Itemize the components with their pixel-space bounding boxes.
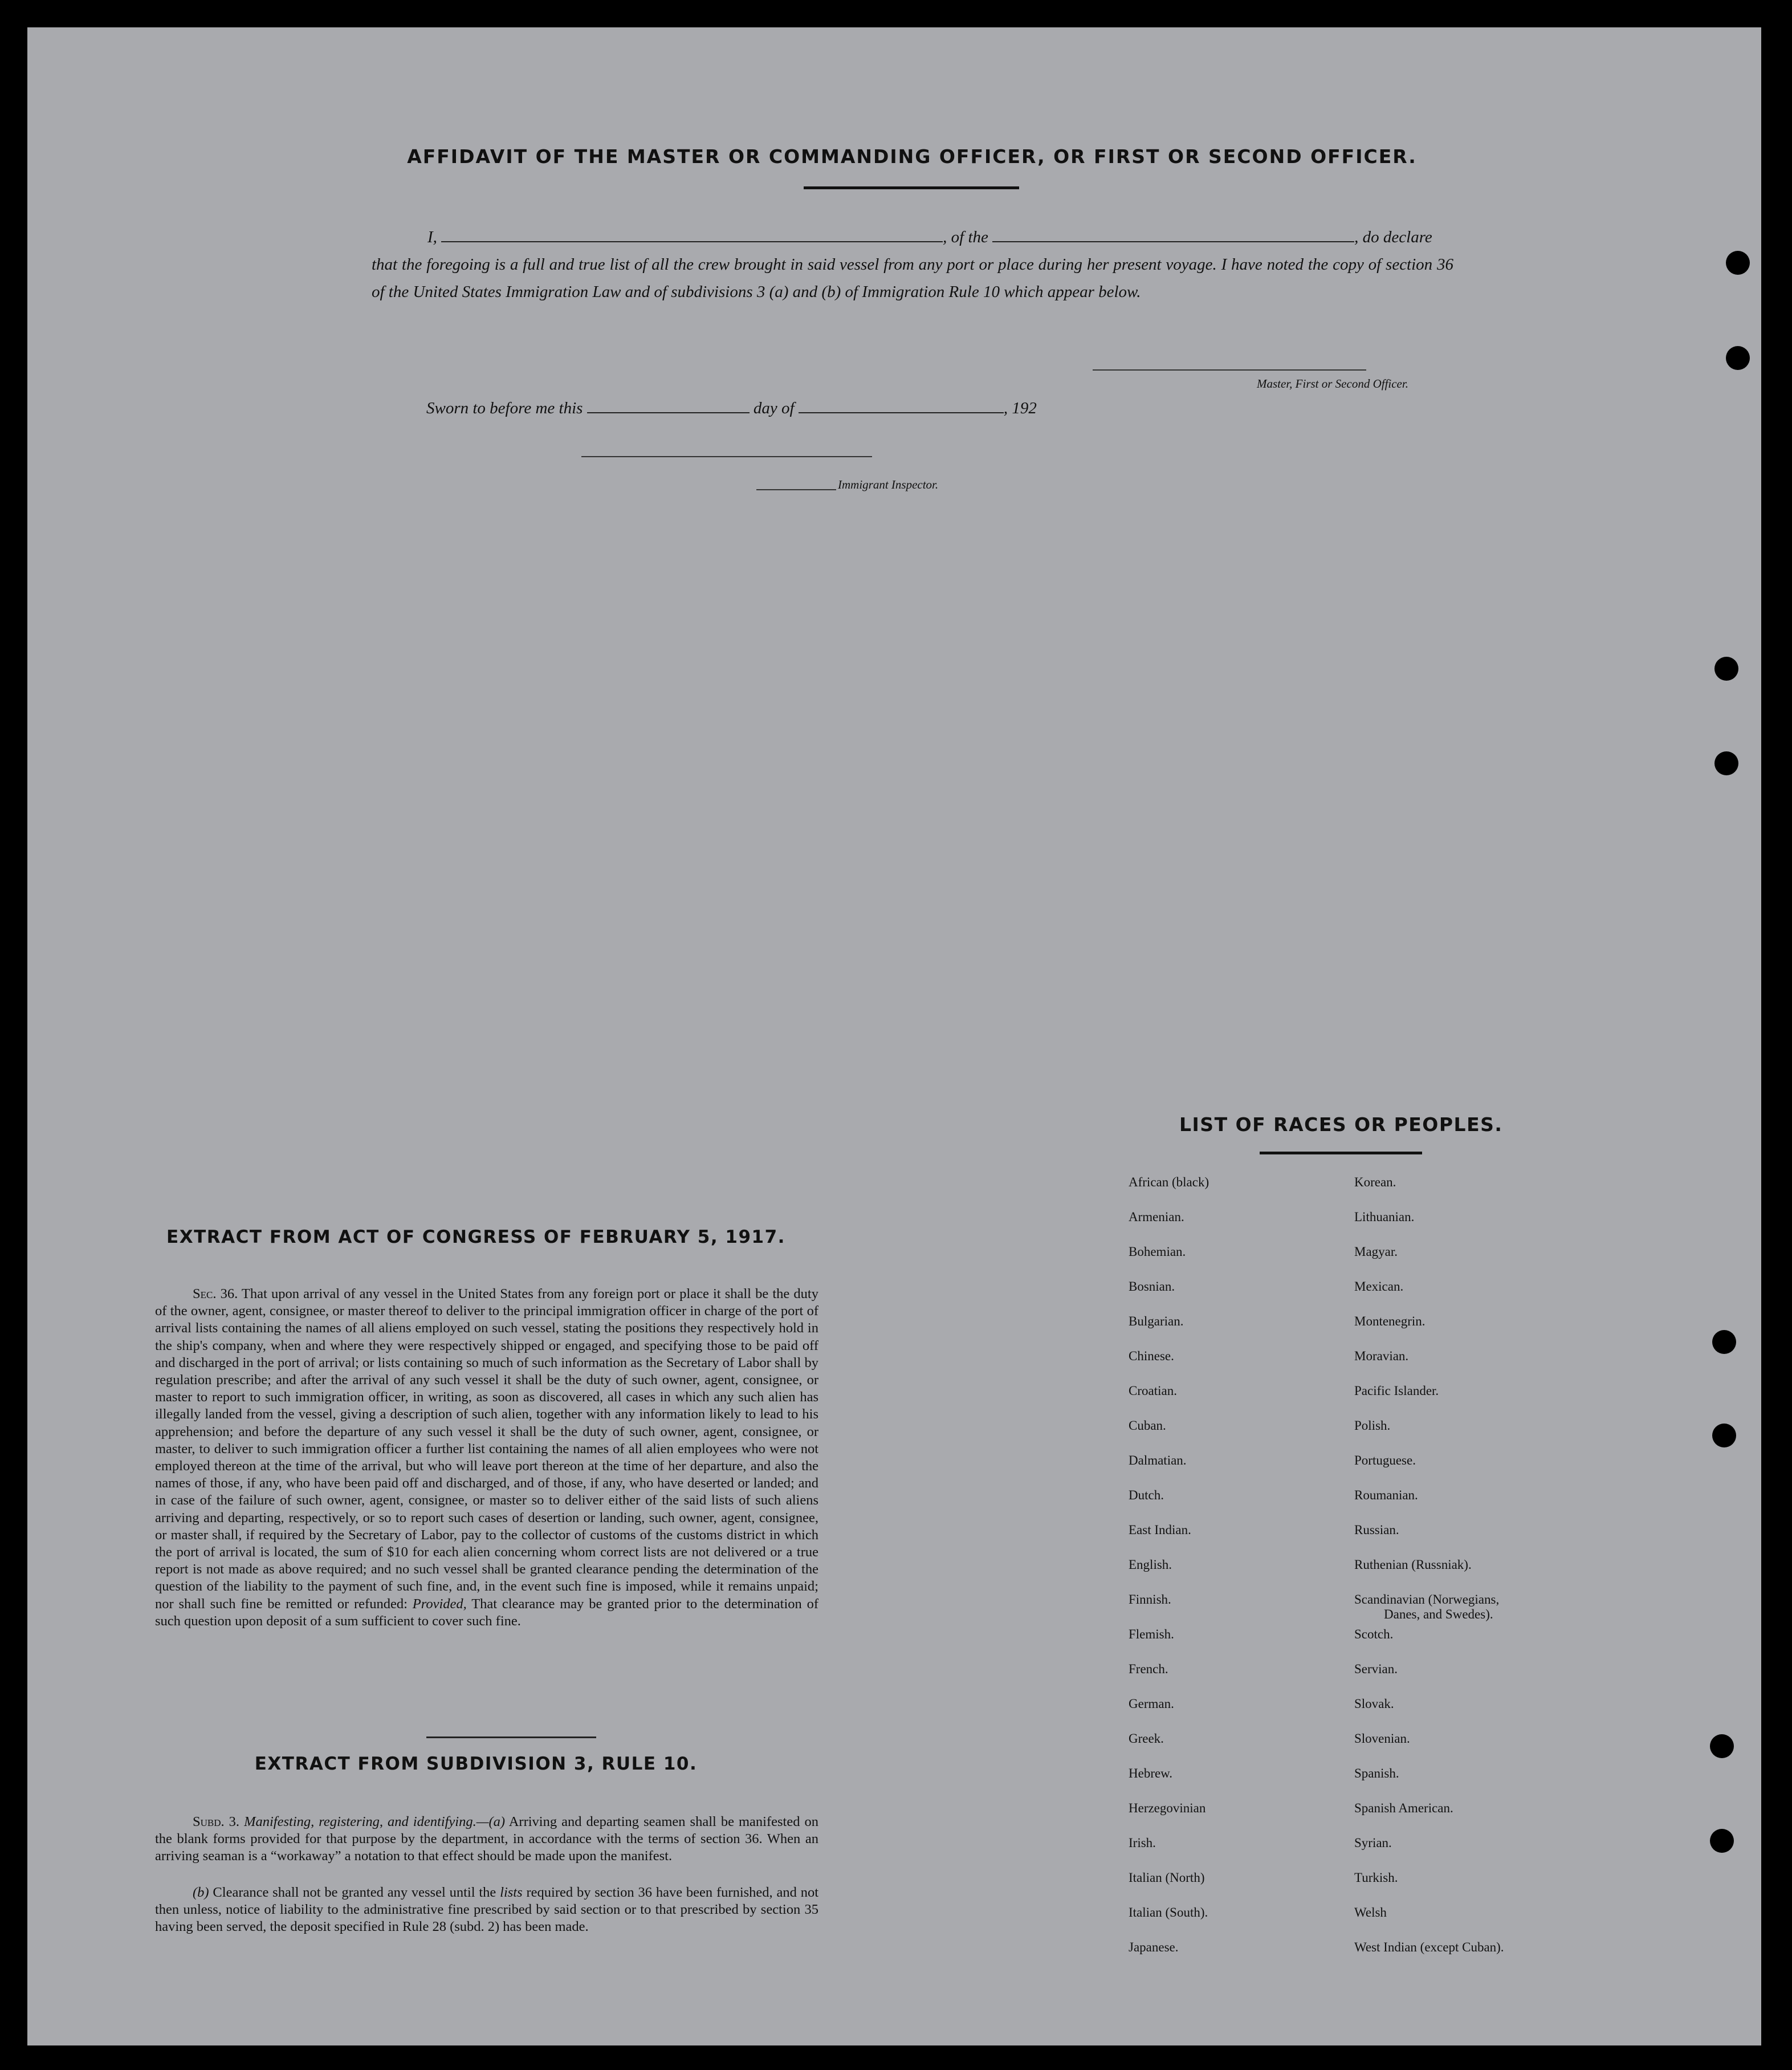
sec-text: That upon arrival of any vessel in the United States from any foreign port or place it shall be the duty of the owner, agent, consignee, or master thereof to deliver to the principal immigration officer in charge of the port of arrival lists containing the names of all aliens employed on such vessel, stating the positions they respectively hold in the ship's company, when and where they were respectively shipped or engaged, and specifying those to be paid off and discharged in the port of arrival; or lists containing so much of such information as the Secretary of Labor shall by regulation prescribe; and after the arrival of any such vessel it shall be the duty of such owner, agent, consignee, or master to report to such immigration officer, in writing, as soon as discovered, all cases in which any such alien has illegally landed from the vessel, giving a description of such alien, together with any information likely to lead to his apprehension; and before the departure of any such vessel it shall be the duty of such owner, agent, consignee, or master, to deliver to such immigration officer a further list containing the names of all alien employees who were not employed thereon at the time of the arrival, but who will leave port thereon at the time of her departure, and also the names of those, if any, who have been paid off and discharged, and of those, if any, who have deserted or landed; and in case of the failure of such owner, agent, consignee, or master so to deliver either of the said lists of such aliens arriving and departing, respectively, or so to report such cases of desertion or landing, such owner, agent, consignee, or master shall, if required by the Secretary of Labor, pay to the collector of customs of the customs district in which the port of arrival is located, the sum of $10 for each alien concerning whom correct lists are not delivered or a true report is not made as above required; and no such vessel shall be granted clearance pending the determination of the question of the liability to the payment of such fine, and, in the event such fine is imposed, while it remains unpaid; nor shall such fine be remitted or refunded: (155, 1286, 818, 1612)
race-item: Moravian. (1354, 1349, 1409, 1363)
race-item: Ruthenian (Russniak). (1354, 1557, 1472, 1572)
race-item: Spanish. (1354, 1766, 1399, 1780)
race-item: Roumanian. (1354, 1488, 1418, 1502)
affidavit-title: AFFIDAVIT OF THE MASTER OR COMMANDING OFFICER, OR FIRST OR SECOND OFFICER. (407, 145, 1417, 168)
inspector-label: Immigrant Inspector. (838, 478, 939, 491)
race-item: Mexican. (1354, 1279, 1404, 1294)
section-divider (426, 1736, 596, 1738)
subd-label: Subd. 3. (193, 1814, 240, 1829)
act-extract-text (155, 1286, 818, 1630)
race-item: German. (1129, 1697, 1174, 1711)
race-item: Hebrew. (1129, 1766, 1173, 1780)
punch-hole (1710, 1829, 1734, 1853)
provided-word: Provided, (412, 1596, 467, 1612)
race-item: Portuguese. (1354, 1453, 1416, 1467)
race-item: Cuban. (1129, 1418, 1166, 1433)
master-signature-line[interactable] (1093, 369, 1366, 371)
race-item: Syrian. (1354, 1836, 1392, 1850)
race-item: Servian. (1354, 1662, 1398, 1676)
race-item-continuation: Danes, and Swedes). (1384, 1607, 1493, 1621)
sworn-text: Sworn to before me this (426, 399, 583, 417)
race-item: West Indian (except Cuban). (1354, 1940, 1504, 1954)
race-item: Lithuanian. (1354, 1210, 1415, 1224)
subd-heading: Manifesting, registering, and identifying.—(a) (244, 1814, 506, 1829)
races-title: LIST OF RACES OR PEOPLES. (1179, 1113, 1503, 1136)
sec-label: Sec. 36. (193, 1286, 238, 1302)
race-item: Bulgarian. (1129, 1314, 1184, 1328)
race-item: Magyar. (1354, 1245, 1398, 1259)
race-item: Spanish American. (1354, 1801, 1453, 1815)
day-of-text: day of (753, 399, 795, 417)
rule-para-b (155, 1884, 818, 1936)
punch-hole (1726, 346, 1750, 370)
race-item: Scandinavian (Norwegians, (1354, 1592, 1500, 1607)
race-item: Italian (North) (1129, 1870, 1205, 1885)
race-item: Dutch. (1129, 1488, 1164, 1502)
vessel-blank[interactable] (992, 229, 1354, 242)
para-b-text2: required by section 36 have been furnished, and not then unless, notice of liability to the administrative fine prescribed by said section or to that prescribed by section 35 having been served, the deposit specified in Rule 28 (subd. 2) has been made. (155, 1885, 819, 1935)
affidavit-i: I, (427, 228, 437, 246)
rule-extract-title: EXTRACT FROM SUBDIVISION 3, RULE 10. (254, 1754, 698, 1774)
inspector-signature-line[interactable] (581, 456, 872, 457)
punch-hole (1712, 1424, 1736, 1447)
sworn-line (426, 395, 1167, 422)
race-item: Polish. (1354, 1418, 1391, 1433)
race-item: Korean. (1354, 1175, 1396, 1189)
race-item: Pacific Islander. (1354, 1384, 1439, 1398)
affidavit-line1 (427, 223, 1453, 251)
race-item: Greek. (1129, 1731, 1164, 1746)
punch-hole (1710, 1734, 1734, 1758)
race-item: Croatian. (1129, 1384, 1177, 1398)
punch-hole (1714, 751, 1738, 775)
b-label: (b) (193, 1885, 209, 1900)
para-b-lists: lists (500, 1885, 523, 1900)
name-blank[interactable] (441, 229, 943, 242)
race-item: Flemish. (1129, 1627, 1174, 1641)
race-item: Turkish. (1354, 1870, 1398, 1885)
race-item: Herzegovinian (1129, 1801, 1206, 1815)
rule-para-a (155, 1813, 818, 1865)
affidavit-declare: , do declare (1354, 228, 1432, 246)
para-a-text: Arriving and departing seamen shall be manifested on the blank forms provided for that purpose by the department, in accordance with the terms of section 36. When an arriving seaman is a “workaway” a notation to that effect should be made upon the manifest. (155, 1814, 818, 1864)
inspector-short-line (756, 489, 836, 490)
race-item: Dalmatian. (1129, 1453, 1187, 1467)
race-item: English. (1129, 1557, 1172, 1572)
sec-text-end: That clearance may be granted prior to the determination of such question upon deposit of a sum sufficient to cover such fine. (155, 1596, 819, 1629)
punch-hole (1726, 251, 1750, 275)
month-blank[interactable] (799, 400, 1004, 413)
title-underline (804, 186, 1019, 189)
race-item: Russian. (1354, 1523, 1399, 1537)
race-item: Irish. (1129, 1836, 1156, 1850)
act-extract-title: EXTRACT FROM ACT OF CONGRESS OF FEBRUARY 5, 1917. (166, 1227, 785, 1247)
day-blank[interactable] (587, 400, 750, 413)
race-item: African (black) (1129, 1175, 1209, 1189)
races-title-underline (1260, 1152, 1422, 1154)
document-page (27, 27, 1761, 2045)
race-item: Welsh (1354, 1905, 1387, 1919)
punch-hole (1712, 1330, 1736, 1354)
race-item: Finnish. (1129, 1592, 1171, 1607)
race-item: Bohemian. (1129, 1245, 1186, 1259)
master-signature-label: Master, First or Second Officer. (1257, 377, 1408, 391)
punch-hole (1714, 657, 1738, 681)
affidavit-body: that the foregoing is a full and true list of all the crew brought in said vessel from any port or place during her present voyage. I have noted the copy of section 36 of the United States Immigration Law and of subdivisions 3 (a) and (b) of Immigration Rule 10 which appear below. (372, 255, 1453, 301)
race-item: Italian (South). (1129, 1905, 1208, 1919)
race-item: Armenian. (1129, 1210, 1184, 1224)
race-item: Montenegrin. (1354, 1314, 1426, 1328)
affidavit-of-the: , of the (943, 228, 988, 246)
race-item: Slovenian. (1354, 1731, 1410, 1746)
race-item: Japanese. (1129, 1940, 1179, 1954)
race-item: East Indian. (1129, 1523, 1191, 1537)
race-item: Scotch. (1354, 1627, 1394, 1641)
year-text: , 192 (1003, 399, 1037, 417)
race-item: Chinese. (1129, 1349, 1174, 1363)
race-item: Bosnian. (1129, 1279, 1175, 1294)
race-item: French. (1129, 1662, 1168, 1676)
para-b-text1: Clearance shall not be granted any vessel until the (213, 1885, 496, 1900)
race-item: Slovak. (1354, 1697, 1394, 1711)
